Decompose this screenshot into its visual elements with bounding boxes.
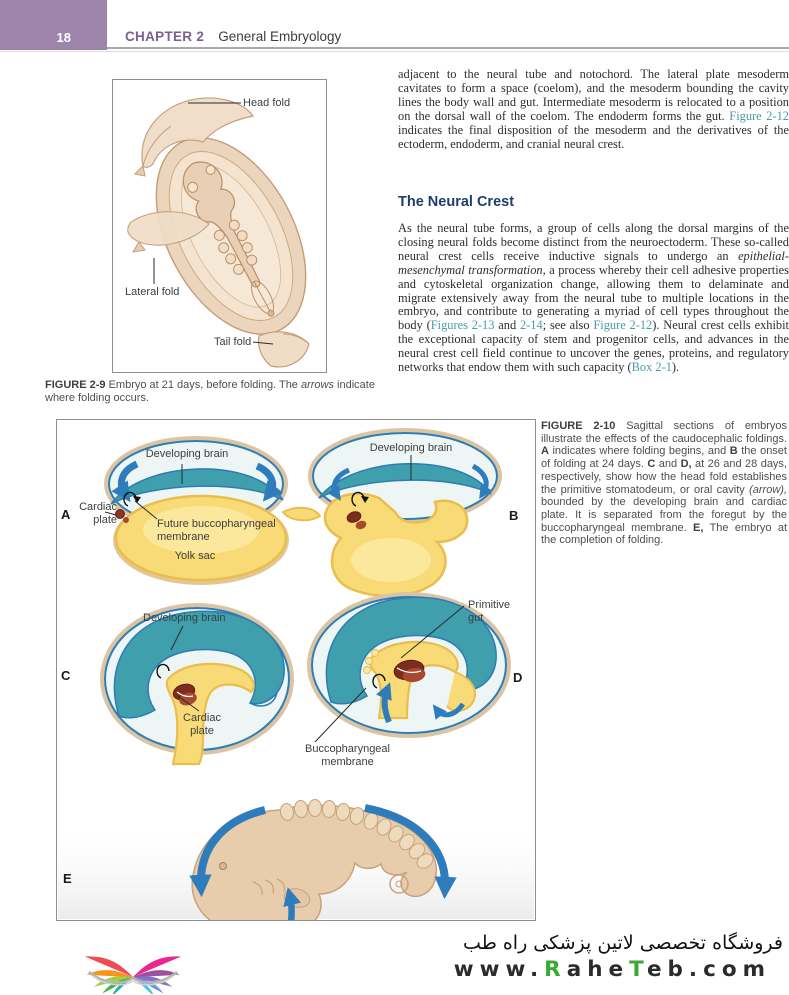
panel-c-art	[102, 605, 292, 764]
panel-letter-c: C	[61, 668, 71, 683]
label-developing-brain-a: Developing brain	[145, 448, 229, 460]
label-cardiac-plate-c: Cardiac plate	[183, 712, 221, 738]
text-segment: R	[544, 957, 567, 982]
cross-reference-link[interactable]: 2-14	[519, 318, 543, 333]
chapter-title: General Embryology	[218, 29, 342, 44]
text-segment: A	[541, 445, 549, 458]
text-segment: Embryo at 21 days, before folding. The	[105, 379, 301, 391]
text-segment: the onset of folding at 24 days.	[541, 445, 787, 471]
text-segment: and	[494, 318, 520, 333]
figure-2-9-box	[112, 79, 327, 373]
text-segment: Sagittal sections of embryos illustrate the effects of the caudocephalic foldings.	[541, 420, 787, 445]
figure-2-10-caption	[541, 420, 787, 547]
paragraph-2	[398, 222, 789, 375]
text-segment: , a process whereby their cell adhesive properties and cytoskeletal organization change, allowing them to delaminate and migrate extensively away from the neural tube to multiple locations in the embryo, and contribute to generating a myriad of cell types throughout the body (	[398, 262, 789, 333]
store-name-persian: فروشگاه تخصصی لاتین پزشکی راه طب	[463, 932, 783, 954]
text-segment: epithelial-mesenchymal transformation	[398, 248, 789, 277]
text-segment: and	[655, 458, 681, 471]
panel-letter-d: D	[513, 670, 523, 685]
text-segment: bounded by the developing brain and cardiac plate. It is separated from the foregut by the buccopharyngeal membrane.	[541, 496, 787, 534]
text-segment: adjacent to the neural tube and notochord. The lateral plate mesoderm cavitates to form a space (coelom), and the mesoderm bounding the cavity lines the body wall and gut. Intermediate mesoderm is relocated to a position on the dorsal wall of the coelom. The endoderm forms the gut.	[398, 67, 789, 123]
label-future-buccopharyngeal-membrane: Future buccopharyngeal membrane	[157, 518, 276, 544]
running-head	[125, 29, 341, 44]
text-segment: T	[629, 957, 647, 982]
text-segment: D,	[680, 458, 692, 471]
figure-2-9-caption	[45, 379, 395, 404]
raheteb-logo	[84, 922, 184, 994]
label-tail-fold: Tail fold	[214, 336, 252, 348]
text-segment: eb.com	[646, 957, 771, 982]
text-segment: The embryo at the completion of folding.	[541, 521, 787, 547]
text-segment: arrows	[300, 379, 334, 391]
text-segment: FIGURE 2-10	[541, 420, 616, 432]
panel-letter-b: B	[509, 508, 519, 523]
open-book-icon	[84, 922, 184, 994]
figure-2-10-box	[56, 419, 536, 921]
panel-letter-a: A	[61, 507, 71, 522]
text-segment: As the neural tube forms, a group of cells along the dorsal margins of the closing neural folds become distinct from the neuroectoderm. These so-called neural crest cells receive inductive signals to undergo an	[398, 221, 789, 263]
label-buccopharyngeal-membrane: Buccopharyngeal membrane	[304, 743, 390, 769]
label-primitive-gut: Primitive gut	[468, 599, 511, 625]
section-heading: The Neural Crest	[398, 194, 515, 210]
text-segment: indicate where folding occurs.	[45, 379, 375, 404]
cross-reference-link[interactable]: Box 2-1	[631, 360, 672, 375]
text-segment: at 26 and 28 days, respectively, show how the head fold establishes the primitive stomatodeum, or oral cavity	[541, 458, 787, 496]
text-segment: B	[729, 445, 738, 458]
text-segment: FIGURE 2-9	[45, 379, 106, 391]
website-link[interactable]	[351, 957, 771, 982]
text-segment: www.	[453, 957, 545, 982]
text-segment: indicates where folding begins, and	[548, 445, 730, 458]
text-segment: indicates the final disposition of the mesoderm and the derivatives of the ectoderm, endoderm, and cranial neural crest.	[398, 122, 789, 151]
label-yolk-sac: Yolk sac	[174, 550, 216, 562]
page-number: 18	[56, 30, 71, 45]
page-number-block	[0, 0, 107, 50]
panel-letter-e: E	[63, 871, 72, 886]
label-head-fold: Head fold	[243, 97, 291, 109]
text-segment: ahe	[566, 957, 630, 982]
cross-reference-link[interactable]: Figure 2-12	[729, 108, 789, 123]
cross-reference-link[interactable]: Figure 2-12	[593, 318, 653, 333]
cross-reference-link[interactable]: Figures 2-13	[430, 318, 495, 333]
figure-2-10-illustration	[57, 420, 535, 920]
label-cardiac-plate-a: Cardiac plate	[79, 501, 117, 527]
label-lateral-fold: Lateral fold	[125, 286, 180, 298]
text-segment: E,	[693, 521, 704, 534]
text-segment: C	[647, 458, 656, 471]
label-developing-brain-b: Developing brain	[369, 442, 453, 454]
chapter-label: CHAPTER 2	[125, 29, 205, 44]
text-segment: (arrow),	[749, 483, 787, 496]
header-rule	[0, 47, 789, 49]
text-segment: ; see also	[542, 318, 594, 333]
label-developing-brain-c: Developing brain	[143, 612, 226, 624]
header-rule-light	[0, 51, 789, 52]
text-segment: ).	[671, 360, 680, 375]
figure-2-9-illustration	[113, 80, 326, 372]
paragraph-1	[398, 68, 789, 151]
text-segment: ). Neural crest cells exhibit the exceptional capacity of stem and progenitor cells, and advances in the neural crest cell field continue to uncover the genes, proteins, and regulatory networks that endow them with such capacity (	[398, 318, 789, 375]
